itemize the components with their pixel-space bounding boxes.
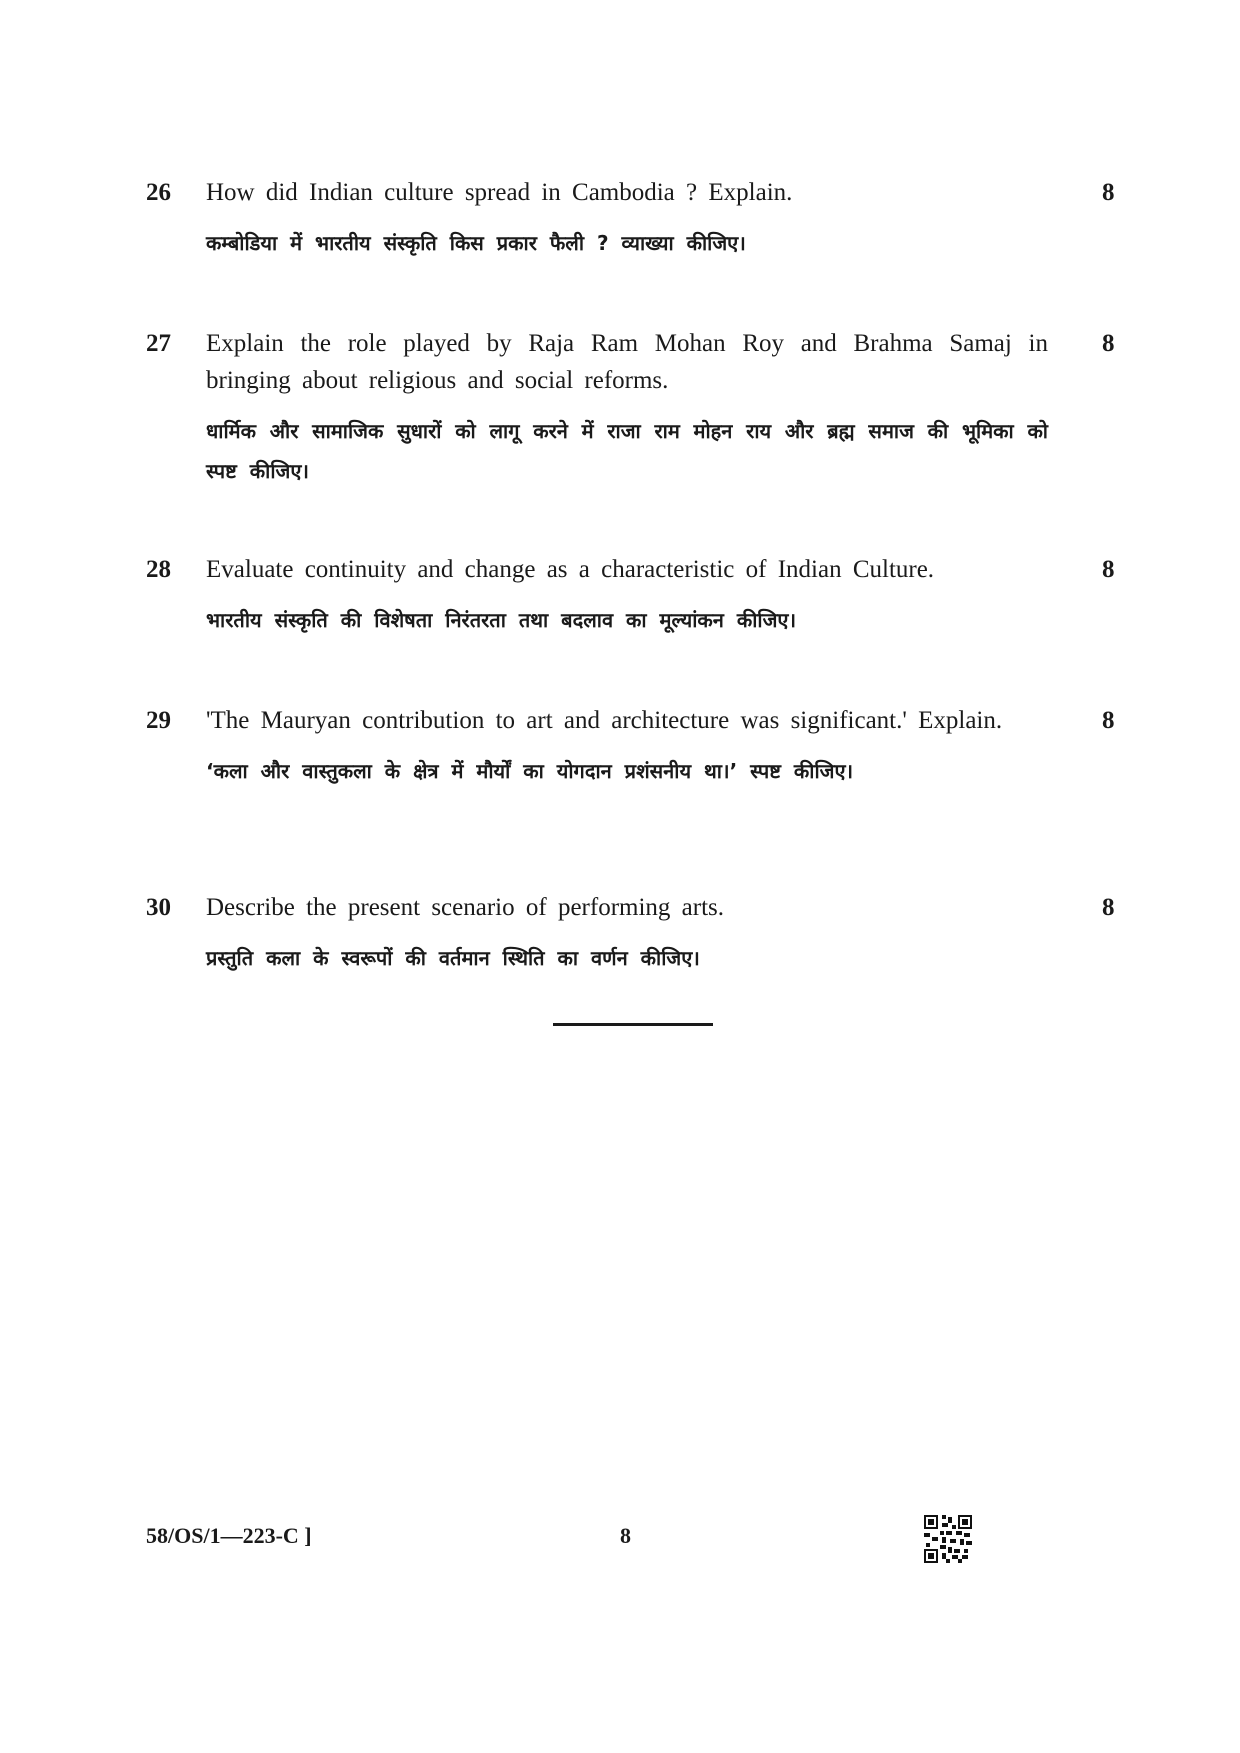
question-text-english: Evaluate continuity and change as a characteristic of Indian Culture. [206, 556, 935, 583]
page-number: 8 [620, 1523, 631, 1548]
question-text-english: How did Indian culture spread in Cambodia ? Explain. [206, 179, 793, 206]
question-number: 28 [146, 556, 171, 583]
qr-code-icon [924, 1515, 972, 1563]
question-body [206, 325, 1048, 491]
question-text-hindi: धार्मिक और सामाजिक सुधारों को लागू करने में राजा राम मोहन राय और ब्रह्म समाज की भूमिका को स्पष्ट कीजिए। [206, 419, 1048, 483]
question-text-english: Describe the present scenario of performing arts. [206, 894, 725, 921]
question-marks: 8 [1102, 707, 1115, 734]
question-text-hindi: भारतीय संस्कृति की विशेषता निरंतरता तथा बदलाव का मूल्यांकन कीजिए। [206, 608, 797, 632]
question-body [206, 702, 1048, 791]
question-number: 29 [146, 707, 171, 734]
question-marks: 8 [1102, 556, 1115, 583]
question-number: 27 [146, 330, 171, 357]
end-of-paper-rule [553, 1023, 713, 1026]
question-body [206, 174, 1048, 263]
question-text-english: 'The Mauryan contribution to art and architecture was significant.' Explain. [206, 707, 1003, 734]
question-text-hindi: प्रस्तुति कला के स्वरूपों की वर्तमान स्थिति का वर्णन कीजिए। [206, 946, 700, 970]
question-text-hindi: ‘कला और वास्तुकला के क्षेत्र में मौर्यों का योगदान प्रशंसनीय था।’ स्पष्ट कीजिए। [206, 759, 854, 783]
question-marks: 8 [1102, 330, 1115, 357]
question-text-english: Explain the role played by Raja Ram Mohan Roy and Brahma Samaj in bringing about religious and social reforms. [206, 330, 1048, 394]
question-body [206, 889, 1048, 978]
question-marks: 8 [1102, 894, 1115, 921]
question-number: 30 [146, 894, 171, 921]
paper-code: 58/OS/1—223-C ] [146, 1523, 312, 1548]
question-number: 26 [146, 179, 171, 206]
question-marks: 8 [1102, 179, 1115, 206]
question-text-hindi: कम्बोडिया में भारतीय संस्कृति किस प्रकार फैली ? व्याख्या कीजिए। [206, 231, 746, 255]
question-body [206, 551, 1048, 640]
